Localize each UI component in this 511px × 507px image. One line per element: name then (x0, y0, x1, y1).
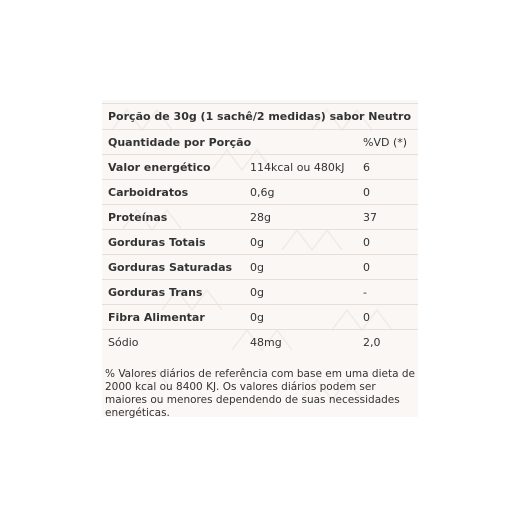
nutrient-name: Gorduras Totais (108, 236, 206, 249)
nutrient-amount: 0g (250, 261, 264, 274)
nutrient-daily-value: 0 (363, 186, 370, 199)
nutrient-daily-value: 6 (363, 161, 370, 174)
nutrient-amount: 114kcal ou 480kJ (250, 161, 345, 174)
table-row (102, 254, 418, 280)
nutrient-amount: 28g (250, 211, 271, 224)
table-row (102, 179, 418, 205)
nutrient-daily-value: 0 (363, 311, 370, 324)
header-daily-value: %VD (*) (363, 136, 408, 149)
nutrient-daily-value: - (363, 286, 367, 299)
daily-value-footnote: % Valores diários de referência com base em uma dieta de 2000 kcal ou 8400 KJ. Os valores diários podem ser maiores ou menores dependendo de suas necessidades energéticas. (105, 368, 415, 419)
table-row (102, 229, 418, 255)
table-row (102, 329, 418, 355)
nutrient-name: Carboidratos (108, 186, 189, 199)
nutrient-name: Valor energético (108, 161, 211, 174)
nutrient-amount: 0g (250, 286, 264, 299)
nutrition-facts-table (102, 100, 418, 417)
nutrient-name: Gorduras Trans (108, 286, 203, 299)
nutrient-daily-value: 37 (363, 211, 377, 224)
table-title: Porção de 30g (1 sachê/2 medidas) sabor Neutro (108, 110, 412, 123)
table-row (102, 304, 418, 330)
nutrient-name: Gorduras Saturadas (108, 261, 233, 274)
nutrient-name: Fibra Alimentar (108, 311, 205, 324)
table-row (102, 279, 418, 305)
nutrient-name: Sódio (108, 336, 139, 349)
header-quantity-per-portion: Quantidade por Porção (108, 136, 252, 149)
nutrient-daily-value: 0 (363, 261, 370, 274)
nutrient-daily-value: 2,0 (363, 336, 381, 349)
table-header-row (102, 129, 418, 155)
table-title-row (102, 103, 418, 129)
nutrient-daily-value: 0 (363, 236, 370, 249)
nutrient-amount: 0g (250, 236, 264, 249)
nutrient-amount: 48mg (250, 336, 282, 349)
nutrient-amount: 0g (250, 311, 264, 324)
table-row (102, 154, 418, 180)
nutrient-amount: 0,6g (250, 186, 275, 199)
table-row (102, 204, 418, 230)
nutrient-name: Proteínas (108, 211, 168, 224)
